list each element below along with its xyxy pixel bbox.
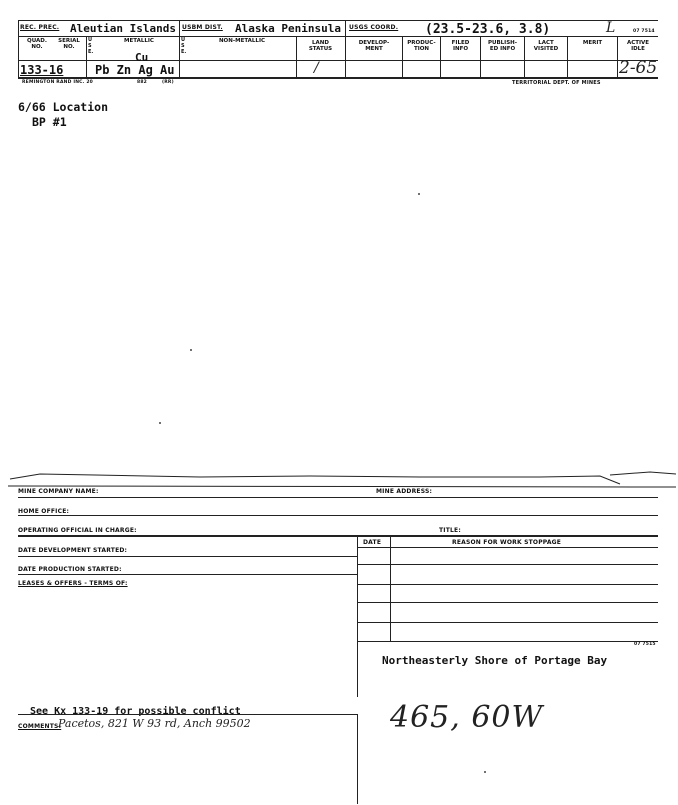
note-line-1: 6/66 Location bbox=[18, 100, 109, 114]
comments-label: COMMENTS: bbox=[18, 723, 62, 730]
date-development-label: DATE DEVELOPMENT STARTED: bbox=[18, 547, 128, 554]
see-conflict-note: See Kx 133-19 for possible conflict bbox=[30, 706, 241, 717]
production-header: PRODUC- TION bbox=[407, 40, 436, 52]
printer-code-2: (RR) bbox=[162, 80, 174, 85]
note-line-2: BP #1 bbox=[32, 115, 67, 129]
rec-prec-value: Aleutian Islands bbox=[70, 22, 176, 35]
quad-no-header: QUAD. NO. bbox=[27, 38, 47, 50]
usgs-coord-value: (23.5-23.6, 3.8) bbox=[425, 22, 551, 37]
corner-mark: L bbox=[606, 20, 616, 36]
speck bbox=[484, 771, 486, 773]
territorial-dept: TERRITORIAL DEPT. OF MINES bbox=[512, 80, 601, 86]
date-column-header: DATE bbox=[363, 539, 382, 546]
quad-serial-value: 133-16 bbox=[20, 63, 64, 77]
non-metallic-header: NON-METALLIC bbox=[218, 38, 266, 44]
form-number-bottom: 07 7515 bbox=[634, 642, 656, 647]
development-header: DEVELOP- MENT bbox=[358, 40, 390, 52]
usbm-dist-label: USBM DIST. bbox=[182, 24, 223, 31]
speck bbox=[159, 422, 161, 424]
card-edge bbox=[0, 470, 678, 495]
metallic-upper-value: Cu bbox=[135, 51, 149, 64]
comments-handwritten: Pacetos, 821 W 93 rd, Anch 99502 bbox=[58, 717, 251, 730]
date-production-label: DATE PRODUCTION STARTED: bbox=[18, 566, 122, 573]
mine-company-label: MINE COMPANY NAME: bbox=[18, 488, 99, 495]
handwritten-number: 465, 60W bbox=[390, 700, 544, 735]
land-status-value: / bbox=[314, 60, 319, 76]
usgs-coord-label: USGS COORD. bbox=[349, 24, 399, 31]
last-visited-header: LACT VISITED bbox=[533, 40, 559, 52]
home-office-label: HOME OFFICE: bbox=[18, 508, 70, 515]
location-description: Northeasterly Shore of Portage Bay bbox=[382, 654, 608, 667]
mine-address-label: MINE ADDRESS: bbox=[376, 488, 433, 495]
filed-info-header: FILED INFO bbox=[451, 40, 470, 52]
use-metallic-header: U S E. bbox=[88, 37, 94, 55]
use-nonmetallic-header: U S E. bbox=[181, 37, 187, 55]
published-info-header: PUBLISH- ED INFO bbox=[487, 40, 518, 52]
title-label: TITLE: bbox=[439, 527, 461, 534]
printer-imprint: REMINGTON RAND INC. 20 bbox=[22, 80, 93, 85]
leases-offers-label: LEASES & OFFERS - TERMS OF: bbox=[18, 580, 128, 587]
land-status-header: LAND STATUS bbox=[308, 40, 333, 52]
metallic-header: METALLIC bbox=[124, 38, 154, 44]
merit-header: MERIT bbox=[582, 40, 603, 46]
serial-no-header: SERIAL NO. bbox=[58, 38, 80, 50]
form-number-top: 07 7514 bbox=[633, 29, 655, 34]
rec-prec-label: REC. PREC. bbox=[20, 24, 60, 31]
speck bbox=[190, 349, 192, 351]
speck bbox=[418, 193, 420, 195]
printer-code: 882 bbox=[137, 80, 147, 85]
active-idle-value: 2-65 bbox=[619, 58, 658, 78]
metallic-value: Pb Zn Ag Au bbox=[95, 63, 175, 77]
usbm-dist-value: Alaska Peninsula bbox=[235, 22, 341, 35]
active-idle-header: ACTIVE IDLE bbox=[626, 40, 650, 52]
reason-stoppage-header: REASON FOR WORK STOPPAGE bbox=[452, 539, 562, 546]
operating-official-label: OPERATING OFFICIAL IN CHARGE: bbox=[18, 527, 137, 534]
